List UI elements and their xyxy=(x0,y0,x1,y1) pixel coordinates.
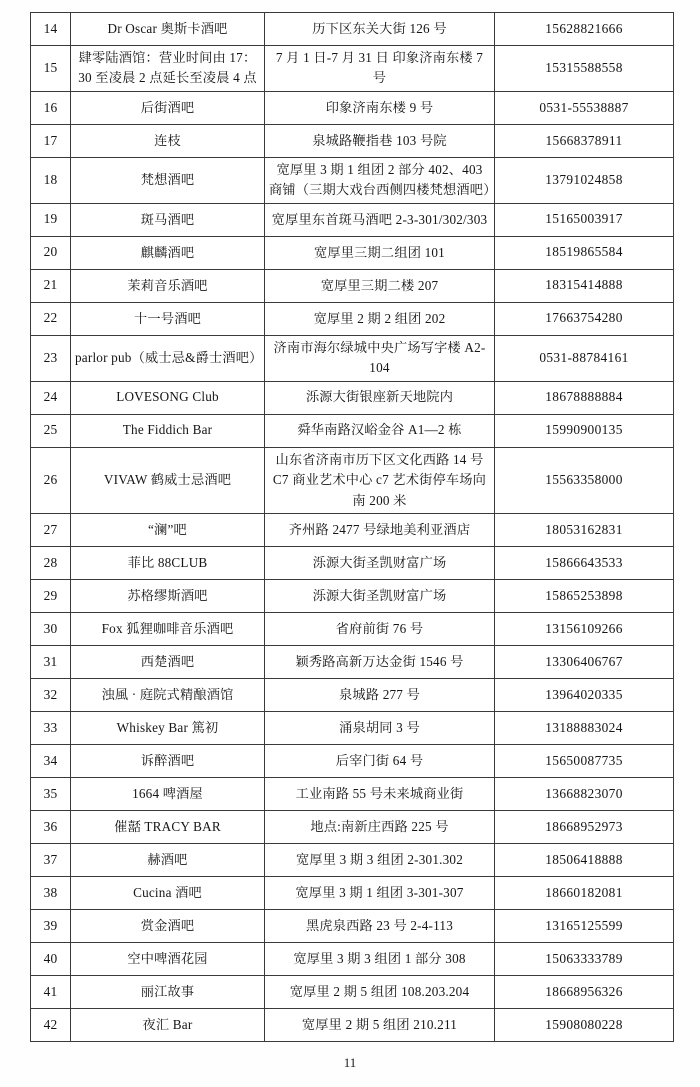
cell-venue-name: VIVAW 鹤威士忌酒吧 xyxy=(71,447,265,513)
cell-phone: 15668378911 xyxy=(495,124,674,157)
cell-index: 42 xyxy=(31,1009,71,1042)
cell-phone: 15650087735 xyxy=(495,745,674,778)
cell-phone: 13156109266 xyxy=(495,613,674,646)
table-row xyxy=(31,547,674,580)
cell-venue-name: 连枝 xyxy=(71,124,265,157)
cell-index: 39 xyxy=(31,910,71,943)
cell-index: 36 xyxy=(31,811,71,844)
cell-address: 宽厚里 3 期 3 组团 2-301.302 xyxy=(265,844,495,877)
cell-phone: 13668823070 xyxy=(495,778,674,811)
cell-venue-name: 菲比 88CLUB xyxy=(71,547,265,580)
cell-venue-name: Cucina 酒吧 xyxy=(71,877,265,910)
cell-index: 31 xyxy=(31,646,71,679)
cell-address: 齐州路 2477 号绿地美利亚酒店 xyxy=(265,514,495,547)
cell-index: 16 xyxy=(31,91,71,124)
cell-phone: 0531-55538887 xyxy=(495,91,674,124)
table-row xyxy=(31,745,674,778)
table-row xyxy=(31,157,674,203)
cell-index: 22 xyxy=(31,302,71,335)
table-row xyxy=(31,613,674,646)
cell-address: 宽厚里 3 期 1 组团 2 部分 402、403 商铺（三期大戏台西侧四楼梵想酒吧） xyxy=(265,157,495,203)
cell-phone: 13964020335 xyxy=(495,679,674,712)
cell-phone: 15063333789 xyxy=(495,943,674,976)
cell-venue-name: 1664 啤酒屋 xyxy=(71,778,265,811)
cell-venue-name: 催嚭 TRACY BAR xyxy=(71,811,265,844)
cell-venue-name: 后街酒吧 xyxy=(71,91,265,124)
cell-phone: 15908080228 xyxy=(495,1009,674,1042)
cell-index: 32 xyxy=(31,679,71,712)
table-row xyxy=(31,236,674,269)
cell-venue-name: 茉莉音乐酒吧 xyxy=(71,269,265,302)
cell-phone: 15315588558 xyxy=(495,46,674,92)
cell-venue-name: 梵想酒吧 xyxy=(71,157,265,203)
cell-venue-name: 空中啤酒花园 xyxy=(71,943,265,976)
table-row xyxy=(31,1009,674,1042)
cell-index: 18 xyxy=(31,157,71,203)
cell-venue-name: LOVESONG Club xyxy=(71,381,265,414)
table-row xyxy=(31,679,674,712)
cell-index: 15 xyxy=(31,46,71,92)
cell-address: 泉城路鞭指巷 103 号院 xyxy=(265,124,495,157)
cell-venue-name: 西楚酒吧 xyxy=(71,646,265,679)
cell-venue-name: Whiskey Bar 篤初 xyxy=(71,712,265,745)
cell-address: 宽厚里 2 期 2 组团 202 xyxy=(265,302,495,335)
cell-address: 舜华南路汉峪金谷 A1—2 栋 xyxy=(265,414,495,447)
table-row xyxy=(31,877,674,910)
cell-address: 宽厚里 3 期 3 组团 1 部分 308 xyxy=(265,943,495,976)
cell-index: 21 xyxy=(31,269,71,302)
cell-phone: 18660182081 xyxy=(495,877,674,910)
cell-address: 印象济南东楼 9 号 xyxy=(265,91,495,124)
cell-address: 山东省济南市历下区文化西路 14 号 C7 商业艺术中心 c7 艺术街停车场向南 200 米 xyxy=(265,447,495,513)
cell-index: 26 xyxy=(31,447,71,513)
table-row xyxy=(31,646,674,679)
cell-address: 历下区东关大街 126 号 xyxy=(265,13,495,46)
table-row xyxy=(31,778,674,811)
cell-address: 宽厚里东首斑马酒吧 2-3-301/302/303 xyxy=(265,203,495,236)
cell-index: 28 xyxy=(31,547,71,580)
cell-address: 宽厚里 3 期 1 组团 3-301-307 xyxy=(265,877,495,910)
cell-index: 23 xyxy=(31,335,71,381)
cell-venue-name: 赫酒吧 xyxy=(71,844,265,877)
cell-index: 33 xyxy=(31,712,71,745)
cell-venue-name: The Fiddich Bar xyxy=(71,414,265,447)
table-row xyxy=(31,712,674,745)
table-row xyxy=(31,124,674,157)
cell-phone: 18519865584 xyxy=(495,236,674,269)
cell-index: 38 xyxy=(31,877,71,910)
table-row xyxy=(31,514,674,547)
cell-index: 30 xyxy=(31,613,71,646)
table-row xyxy=(31,844,674,877)
cell-venue-name: 肆零陆酒馆：营业时间由 17：30 至凌晨 2 点延长至凌晨 4 点 xyxy=(71,46,265,92)
table-row xyxy=(31,976,674,1009)
table-row xyxy=(31,91,674,124)
cell-phone: 15628821666 xyxy=(495,13,674,46)
cell-address: 地点:南新庄西路 225 号 xyxy=(265,811,495,844)
cell-index: 19 xyxy=(31,203,71,236)
cell-address: 后宰门街 64 号 xyxy=(265,745,495,778)
table-body xyxy=(31,13,674,1042)
table-row xyxy=(31,269,674,302)
table-row xyxy=(31,302,674,335)
table-row xyxy=(31,13,674,46)
cell-phone: 18678888884 xyxy=(495,381,674,414)
cell-address: 泉城路 277 号 xyxy=(265,679,495,712)
cell-phone: 15990900135 xyxy=(495,414,674,447)
cell-index: 37 xyxy=(31,844,71,877)
table-row xyxy=(31,381,674,414)
table-row xyxy=(31,414,674,447)
cell-venue-name: 夜汇 Bar xyxy=(71,1009,265,1042)
cell-address: 泺源大街圣凯财富广场 xyxy=(265,547,495,580)
table-row xyxy=(31,203,674,236)
cell-phone: 18506418888 xyxy=(495,844,674,877)
cell-phone: 13188883024 xyxy=(495,712,674,745)
cell-phone: 13791024858 xyxy=(495,157,674,203)
cell-venue-name: parlor pub（威士忌&爵士酒吧） xyxy=(71,335,265,381)
cell-phone: 0531-88784161 xyxy=(495,335,674,381)
cell-address: 省府前街 76 号 xyxy=(265,613,495,646)
cell-phone: 18668956326 xyxy=(495,976,674,1009)
cell-phone: 13306406767 xyxy=(495,646,674,679)
cell-phone: 15865253898 xyxy=(495,580,674,613)
cell-venue-name: 诉醉酒吧 xyxy=(71,745,265,778)
cell-address: 泺源大街银座新天地院内 xyxy=(265,381,495,414)
table-row xyxy=(31,910,674,943)
cell-venue-name: 斑马酒吧 xyxy=(71,203,265,236)
cell-address: 泺源大街圣凯财富广场 xyxy=(265,580,495,613)
cell-address: 工业南路 55 号未来城商业街 xyxy=(265,778,495,811)
table-row xyxy=(31,46,674,92)
cell-index: 29 xyxy=(31,580,71,613)
table-row xyxy=(31,335,674,381)
cell-venue-name: 浊風 · 庭院式精酿酒馆 xyxy=(71,679,265,712)
cell-index: 24 xyxy=(31,381,71,414)
cell-address: 7 月 1 日-7 月 31 日 印象济南东楼 7 号 xyxy=(265,46,495,92)
table-row xyxy=(31,811,674,844)
cell-venue-name: 十一号酒吧 xyxy=(71,302,265,335)
cell-venue-name: 麒麟酒吧 xyxy=(71,236,265,269)
cell-address: 宽厚里 2 期 5 组团 108.203.204 xyxy=(265,976,495,1009)
cell-phone: 13165125599 xyxy=(495,910,674,943)
cell-index: 40 xyxy=(31,943,71,976)
cell-phone: 18315414888 xyxy=(495,269,674,302)
cell-index: 35 xyxy=(31,778,71,811)
cell-index: 27 xyxy=(31,514,71,547)
cell-index: 17 xyxy=(31,124,71,157)
cell-address: 黑虎泉西路 23 号 2-4-113 xyxy=(265,910,495,943)
cell-phone: 15563358000 xyxy=(495,447,674,513)
cell-venue-name: Fox 狐狸咖啡音乐酒吧 xyxy=(71,613,265,646)
cell-phone: 15866643533 xyxy=(495,547,674,580)
table-row xyxy=(31,447,674,513)
cell-venue-name: “澜”吧 xyxy=(71,514,265,547)
cell-phone: 15165003917 xyxy=(495,203,674,236)
cell-venue-name: 丽江故事 xyxy=(71,976,265,1009)
cell-address: 济南市海尔绿城中央广场写字楼 A2-104 xyxy=(265,335,495,381)
table-row xyxy=(31,943,674,976)
cell-index: 34 xyxy=(31,745,71,778)
cell-venue-name: Dr Oscar 奥斯卡酒吧 xyxy=(71,13,265,46)
cell-venue-name: 苏格缪斯酒吧 xyxy=(71,580,265,613)
cell-address: 颖秀路高新万达金街 1546 号 xyxy=(265,646,495,679)
cell-phone: 17663754280 xyxy=(495,302,674,335)
page-number: 11 xyxy=(343,1055,357,1070)
cell-venue-name: 赏金酒吧 xyxy=(71,910,265,943)
cell-address: 涌泉胡同 3 号 xyxy=(265,712,495,745)
cell-address: 宽厚里三期二楼 207 xyxy=(265,269,495,302)
cell-index: 41 xyxy=(31,976,71,1009)
bar-venue-table xyxy=(30,12,674,1042)
cell-index: 20 xyxy=(31,236,71,269)
cell-phone: 18053162831 xyxy=(495,514,674,547)
cell-phone: 18668952973 xyxy=(495,811,674,844)
cell-index: 14 xyxy=(31,13,71,46)
cell-index: 25 xyxy=(31,414,71,447)
table-row xyxy=(31,580,674,613)
cell-address: 宽厚里 2 期 5 组团 210.211 xyxy=(265,1009,495,1042)
cell-address: 宽厚里三期二组团 101 xyxy=(265,236,495,269)
